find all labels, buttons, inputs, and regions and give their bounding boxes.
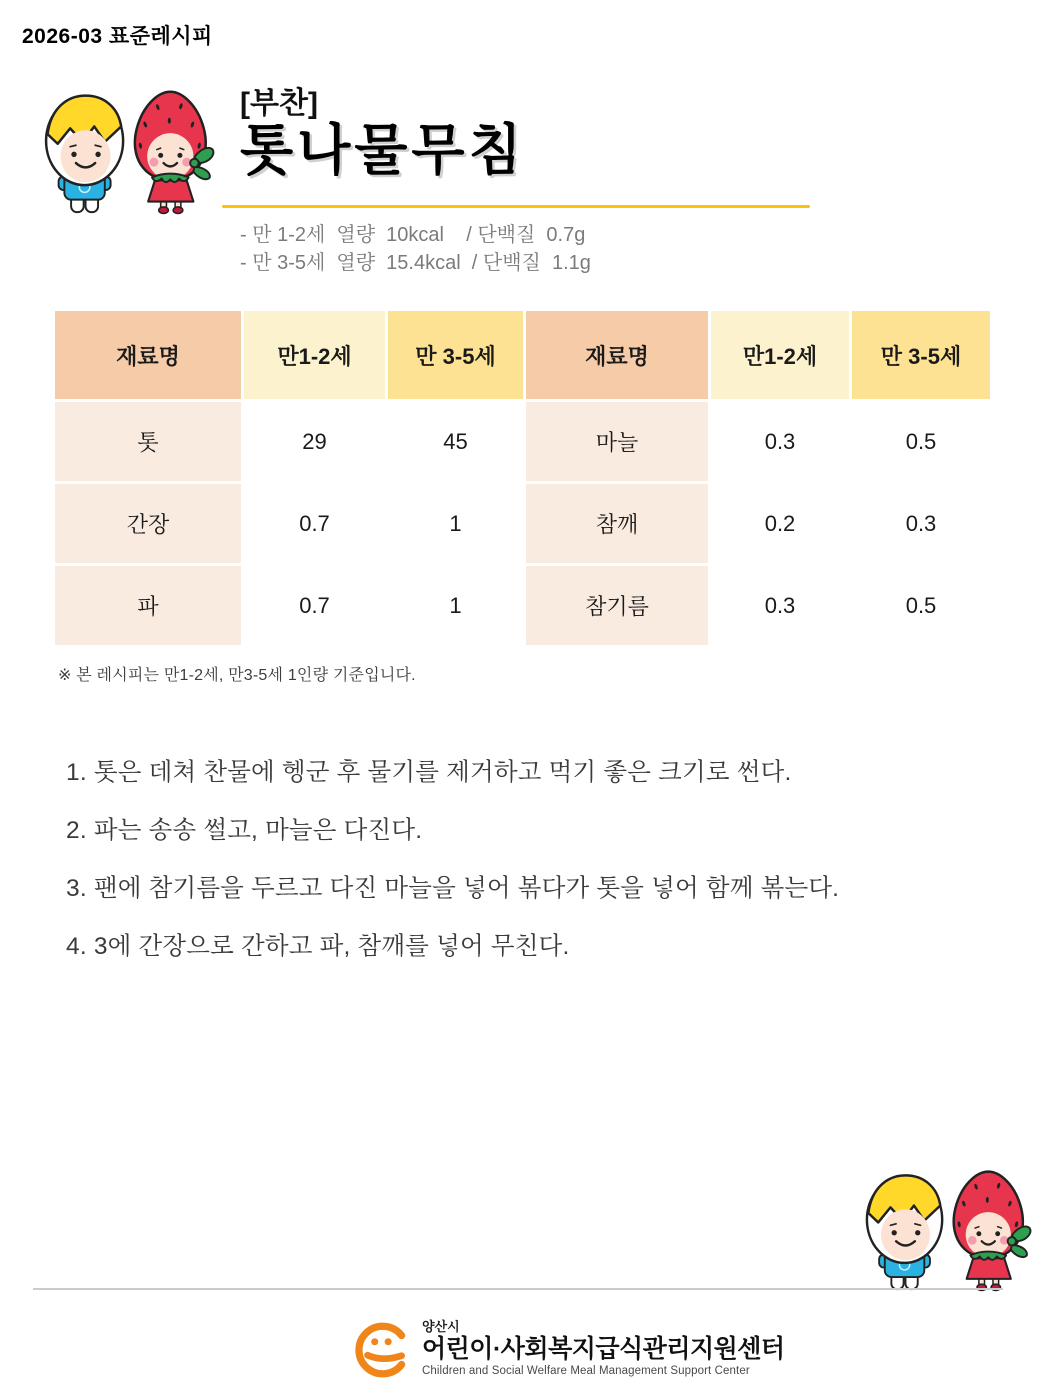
ingredient-amount-cell: 1 (388, 484, 523, 563)
header-ingredient-name: 재료명 (526, 311, 708, 399)
footer-org-name-english: Children and Social Welfare Meal Management Support Center (422, 1364, 750, 1377)
footer-logo-block (352, 1318, 785, 1380)
cooking-instructions (66, 753, 839, 985)
footer-org-name: 어린이·사회복지급식관리지원센터 (422, 1334, 785, 1363)
ingredient-amount-cell: 45 (388, 402, 523, 481)
nutrition-info (240, 221, 591, 277)
footer-divider (33, 1288, 1003, 1290)
instruction-step-3: 3. 팬에 참기름을 두르고 다진 마늘을 넣어 볶다가 톳을 넣어 함께 볶는다. (66, 875, 840, 902)
ingredient-amount-cell: 0.5 (852, 402, 990, 481)
ingredient-amount-cell: 0.3 (711, 402, 849, 481)
header-age-1-2: 만1-2세 (244, 311, 385, 399)
ingredient-amount-cell: 0.5 (852, 566, 990, 645)
title-underline (222, 205, 810, 208)
header-age-3-5: 만 3-5세 (388, 311, 523, 399)
title-block (240, 88, 526, 179)
egg-and-strawberry-mascots-icon (855, 1166, 1035, 1293)
egg-and-strawberry-mascots-icon (34, 86, 218, 216)
ingredient-amount-cell: 29 (244, 402, 385, 481)
ingredient-amount-cell: 0.7 (244, 484, 385, 563)
ingredients-table (52, 308, 993, 648)
footer-city-name: 양산시 (422, 1319, 460, 1335)
header-age-3-5: 만 3-5세 (852, 311, 990, 399)
nutrition-line-2: - 만 3-5세 열량 15.4kcal / 단백질 1.1g (240, 252, 591, 274)
dish-category: [부찬] (240, 87, 318, 120)
table-row (55, 566, 990, 645)
table-row (55, 402, 990, 481)
dish-title: 톳나물무침 (240, 118, 526, 181)
serving-footnote: ※ 본 레시피는 만1-2세, 만3-5세 1인량 기준입니다. (58, 667, 416, 684)
ingredient-name-cell: 간장 (55, 484, 241, 563)
instruction-step-2: 2. 파는 송송 썰고, 마늘은 다진다. (66, 817, 423, 844)
ingredient-name-cell: 마늘 (526, 402, 708, 481)
ingredient-name-cell: 파 (55, 566, 241, 645)
table-header-row (55, 311, 990, 399)
table-row (55, 484, 990, 563)
ingredient-amount-cell: 0.2 (711, 484, 849, 563)
ingredient-amount-cell: 0.7 (244, 566, 385, 645)
ingredient-name-cell: 톳 (55, 402, 241, 481)
instruction-step-1: 1. 톳은 데쳐 찬물에 헹군 후 물기를 제거하고 먹기 좋은 크기로 썬다. (66, 759, 792, 786)
ingredient-name-cell: 참깨 (526, 484, 708, 563)
smile-g-logo-icon (352, 1318, 414, 1380)
header-age-1-2: 만1-2세 (711, 311, 849, 399)
ingredient-amount-cell: 1 (388, 566, 523, 645)
document-label: 2026-03 표준레시피 (22, 25, 213, 48)
nutrition-line-1: - 만 1-2세 열량 10kcal / 단백질 0.7g (240, 224, 586, 246)
footer-org-text (422, 1319, 785, 1378)
ingredient-amount-cell: 0.3 (852, 484, 990, 563)
ingredient-name-cell: 참기름 (526, 566, 708, 645)
instruction-step-4: 4. 3에 간장으로 간하고 파, 참깨를 넣어 무친다. (66, 933, 570, 960)
header-ingredient-name: 재료명 (55, 311, 241, 399)
ingredient-amount-cell: 0.3 (711, 566, 849, 645)
